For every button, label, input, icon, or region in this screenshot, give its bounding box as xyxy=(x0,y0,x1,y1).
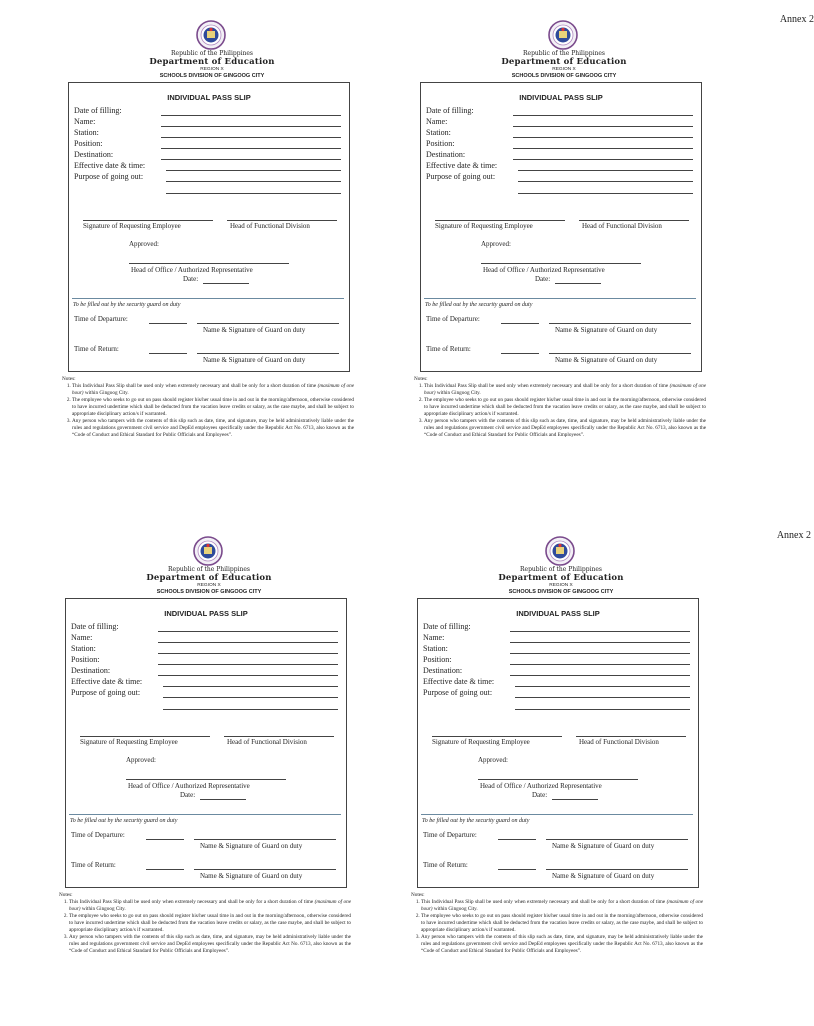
destination-field[interactable] xyxy=(513,159,693,160)
note-1-end: within Gingoog City. xyxy=(435,390,481,396)
effective-date-field[interactable] xyxy=(518,170,693,171)
note-1-end: within Gingoog City. xyxy=(80,906,126,912)
notes-heading: Notes: xyxy=(59,892,73,898)
effective-date-label: Effective date & time: xyxy=(423,677,495,686)
functional-head-signature-line[interactable] xyxy=(576,736,686,737)
pass-slip xyxy=(62,20,402,510)
region-label: REGION X xyxy=(197,583,221,588)
purpose-field-line-2[interactable] xyxy=(163,709,338,710)
head-office-label: Head of Office / Authorized Representative xyxy=(131,266,253,274)
time-departure-label: Time of Departure: xyxy=(71,831,125,839)
purpose-field[interactable] xyxy=(515,697,690,698)
position-field[interactable] xyxy=(513,148,693,149)
guard-divider xyxy=(421,814,693,815)
division-label: SCHOOLS DIVISION OF GINGOOG CITY xyxy=(508,589,614,595)
head-office-label: Head of Office / Authorized Representative xyxy=(128,782,250,790)
purpose-label: Purpose of going out: xyxy=(426,172,496,181)
note-3: 3. Any person who tampers with the contents of this slip such as date, time, and signature, may be held administratively liable under the rules and regulations government civil service and DepEd employees specifically under the Republic Act No. 6713, also known as the “Code of Conduct and Ethical Standard for Public Officials and Employees”. xyxy=(424,418,706,439)
deped-seal-icon xyxy=(196,20,226,50)
time-departure-field[interactable] xyxy=(146,839,184,840)
time-departure-field[interactable] xyxy=(501,323,539,324)
station-field[interactable] xyxy=(513,137,693,138)
destination-label: Destination: xyxy=(74,150,114,159)
time-return-field[interactable] xyxy=(498,869,536,870)
requesting-signature-label: Signature of Requesting Employee xyxy=(435,222,533,230)
date-of-filling-label: Date of filling: xyxy=(426,106,474,115)
region-label: REGION X xyxy=(549,583,573,588)
note-1-text: This Individual Pass Slip shall be used only when extremely necessary and shall be only for a short duration of time xyxy=(69,899,315,905)
division-label: SCHOOLS DIVISION OF GINGOOG CITY xyxy=(156,589,262,595)
note-1-emphasis: (maximum of one hour) xyxy=(72,383,354,396)
head-office-signature-line[interactable] xyxy=(481,263,641,264)
approval-date-label: Date: xyxy=(532,791,548,799)
republic-label: Republic of the Philippines xyxy=(171,50,253,57)
effective-date-label: Effective date & time: xyxy=(74,161,146,170)
note-1 xyxy=(69,899,351,913)
note-1-end: within Gingoog City. xyxy=(432,906,478,912)
approval-date-field[interactable] xyxy=(555,283,601,284)
region-label: REGION X xyxy=(200,67,224,72)
functional-head-label: Head of Functional Division xyxy=(582,222,662,230)
name-label: Name: xyxy=(71,633,93,642)
notes-section xyxy=(62,376,354,439)
effective-date-field[interactable] xyxy=(515,686,690,687)
date-of-filling-label: Date of filling: xyxy=(71,622,119,631)
guard-note: To be filled out by the security guard on duty xyxy=(425,302,533,308)
time-return-label: Time of Return: xyxy=(426,345,471,353)
purpose-field[interactable] xyxy=(166,181,341,182)
approval-date-field[interactable] xyxy=(200,799,246,800)
notes-section xyxy=(59,892,351,955)
departure-guard-signature-label: Name & Signature of Guard on duty xyxy=(555,326,658,334)
departure-guard-signature-label: Name & Signature of Guard on duty xyxy=(200,842,303,850)
guard-divider xyxy=(72,298,344,299)
deped-seal-icon xyxy=(545,536,575,566)
note-1-emphasis: (maximum of one hour) xyxy=(421,899,703,912)
functional-head-label: Head of Functional Division xyxy=(230,222,310,230)
note-3: 3. Any person who tampers with the contents of this slip such as date, time, and signature, may be held administratively liable under the rules and regulations government civil service and DepEd employees specifically under the Republic Act No. 6713, also known as the “Code of Conduct and Ethical Standard for Public Officials and Employees”. xyxy=(72,418,354,439)
time-return-label: Time of Return: xyxy=(74,345,119,353)
department-label: Department of Education xyxy=(498,573,624,583)
republic-label: Republic of the Philippines xyxy=(168,566,250,573)
functional-head-signature-line[interactable] xyxy=(227,220,337,221)
date-of-filling-field[interactable] xyxy=(513,115,693,116)
note-2: 2. The employee who seeks to go out on pass should register his/her usual time in and out in the morning/afternoon, otherwise considered to have incurred undertime which shall be deducted from the vacation leave credits or salary, as the case maybe, and shall be subject to appropriate disciplinary action/s if warranted. xyxy=(424,397,706,418)
pass-slip xyxy=(59,536,399,1026)
approval-date-label: Date: xyxy=(180,791,196,799)
approval-date-field[interactable] xyxy=(203,283,249,284)
approved-label: Approved: xyxy=(129,240,159,248)
effective-date-field[interactable] xyxy=(163,686,338,687)
date-of-filling-field[interactable] xyxy=(510,631,690,632)
return-guard-signature-label: Name & Signature of Guard on duty xyxy=(200,872,303,880)
note-2: 2. The employee who seeks to go out on pass should register his/her usual time in and out in the morning/afternoon, otherwise considered to have incurred undertime which shall be deducted from the vacation leave credits or salary, as the case maybe, and shall be subject to appropriate disciplinary action/s if warranted. xyxy=(421,913,703,934)
form-title: INDIVIDUAL PASS SLIP xyxy=(516,609,600,618)
head-office-label: Head of Office / Authorized Representative xyxy=(480,782,602,790)
functional-head-signature-line[interactable] xyxy=(224,736,334,737)
notes-section xyxy=(411,892,703,955)
purpose-field[interactable] xyxy=(518,181,693,182)
requesting-signature-line[interactable] xyxy=(432,736,562,737)
head-office-signature-line[interactable] xyxy=(126,779,286,780)
guard-divider xyxy=(424,298,696,299)
head-office-signature-line[interactable] xyxy=(478,779,638,780)
return-guard-signature-line[interactable] xyxy=(549,353,691,354)
note-1 xyxy=(424,383,706,397)
station-label: Station: xyxy=(74,128,99,137)
note-1-emphasis: (maximum of one hour) xyxy=(69,899,351,912)
purpose-label: Purpose of going out: xyxy=(423,688,493,697)
annex-label: Annex 2 xyxy=(779,14,814,25)
purpose-label: Purpose of going out: xyxy=(74,172,144,181)
purpose-label: Purpose of going out: xyxy=(71,688,141,697)
guard-note: To be filled out by the security guard on duty xyxy=(70,818,178,824)
approved-label: Approved: xyxy=(126,756,156,764)
name-label: Name: xyxy=(423,633,445,642)
effective-date-field[interactable] xyxy=(166,170,341,171)
date-of-filling-label: Date of filling: xyxy=(423,622,471,631)
note-2: 2. The employee who seeks to go out on pass should register his/her usual time in and out in the morning/afternoon, otherwise considered to have incurred undertime which shall be deducted from the vacation leave credits or salary, as the case maybe, and shall be subject to appropriate disciplinary action/s if warranted. xyxy=(69,913,351,934)
time-departure-label: Time of Departure: xyxy=(423,831,477,839)
note-1-text: This Individual Pass Slip shall be used only when extremely necessary and shall be only for a short duration of time xyxy=(421,899,667,905)
form-title: INDIVIDUAL PASS SLIP xyxy=(164,609,248,618)
approval-date-label: Date: xyxy=(535,275,551,283)
time-departure-field[interactable] xyxy=(498,839,536,840)
time-return-label: Time of Return: xyxy=(71,861,116,869)
date-of-filling-label: Date of filling: xyxy=(74,106,122,115)
note-1 xyxy=(421,899,703,913)
approved-label: Approved: xyxy=(478,756,508,764)
purpose-field-line-2[interactable] xyxy=(515,709,690,710)
head-office-label: Head of Office / Authorized Representative xyxy=(483,266,605,274)
form-box xyxy=(65,598,347,888)
departure-guard-signature-line[interactable] xyxy=(549,323,691,324)
time-return-field[interactable] xyxy=(146,869,184,870)
departure-guard-signature-line[interactable] xyxy=(194,839,336,840)
guard-divider xyxy=(69,814,341,815)
deped-seal-icon xyxy=(548,20,578,50)
position-label: Position: xyxy=(74,139,103,148)
requesting-signature-line[interactable] xyxy=(83,220,213,221)
departure-guard-signature-label: Name & Signature of Guard on duty xyxy=(552,842,655,850)
departure-guard-signature-line[interactable] xyxy=(197,323,339,324)
destination-field[interactable] xyxy=(161,159,341,160)
note-1-text: This Individual Pass Slip shall be used only when extremely necessary and shall be only for a short duration of time xyxy=(424,383,670,389)
department-label: Department of Education xyxy=(501,57,627,67)
station-field[interactable] xyxy=(510,653,690,654)
requesting-signature-label: Signature of Requesting Employee xyxy=(432,738,530,746)
republic-label: Republic of the Philippines xyxy=(520,566,602,573)
time-departure-field[interactable] xyxy=(149,323,187,324)
position-field[interactable] xyxy=(161,148,341,149)
guard-note: To be filled out by the security guard on duty xyxy=(73,302,181,308)
form-box xyxy=(417,598,699,888)
time-return-label: Time of Return: xyxy=(423,861,468,869)
note-3: 3. Any person who tampers with the contents of this slip such as date, time, and signature, may be held administratively liable under the rules and regulations government civil service and DepEd employees specifically under the Republic Act No. 6713, also known as the “Code of Conduct and Ethical Standard for Public Officials and Employees”. xyxy=(69,934,351,955)
approval-date-label: Date: xyxy=(183,275,199,283)
form-box xyxy=(68,82,350,372)
name-field[interactable] xyxy=(510,642,690,643)
functional-head-signature-line[interactable] xyxy=(579,220,689,221)
division-label: SCHOOLS DIVISION OF GINGOOG CITY xyxy=(159,73,265,79)
notes-heading: Notes: xyxy=(62,376,76,382)
effective-date-label: Effective date & time: xyxy=(71,677,143,686)
position-label: Position: xyxy=(71,655,100,664)
destination-label: Destination: xyxy=(71,666,111,675)
name-label: Name: xyxy=(426,117,448,126)
return-guard-signature-line[interactable] xyxy=(546,869,688,870)
deped-seal-icon xyxy=(193,536,223,566)
time-departure-label: Time of Departure: xyxy=(74,315,128,323)
destination-label: Destination: xyxy=(423,666,463,675)
purpose-field[interactable] xyxy=(163,697,338,698)
note-3: 3. Any person who tampers with the contents of this slip such as date, time, and signature, may be held administratively liable under the rules and regulations government civil service and DepEd employees specifically under the Republic Act No. 6713, also known as the “Code of Conduct and Ethical Standard for Public Officials and Employees”. xyxy=(421,934,703,955)
requesting-signature-label: Signature of Requesting Employee xyxy=(83,222,181,230)
pass-slip xyxy=(414,14,814,510)
functional-head-label: Head of Functional Division xyxy=(579,738,659,746)
note-1-text: This Individual Pass Slip shall be used only when extremely necessary and shall be only for a short duration of time xyxy=(72,383,318,389)
approval-date-field[interactable] xyxy=(552,799,598,800)
requesting-signature-line[interactable] xyxy=(80,736,210,737)
departure-guard-signature-label: Name & Signature of Guard on duty xyxy=(203,326,306,334)
destination-field[interactable] xyxy=(158,675,338,676)
return-guard-signature-label: Name & Signature of Guard on duty xyxy=(555,356,658,364)
form-title: INDIVIDUAL PASS SLIP xyxy=(167,93,251,102)
position-label: Position: xyxy=(426,139,455,148)
position-field[interactable] xyxy=(510,664,690,665)
department-label: Department of Education xyxy=(146,573,272,583)
approved-label: Approved: xyxy=(481,240,511,248)
station-label: Station: xyxy=(426,128,451,137)
republic-label: Republic of the Philippines xyxy=(523,50,605,57)
functional-head-label: Head of Functional Division xyxy=(227,738,307,746)
name-field[interactable] xyxy=(161,126,341,127)
date-of-filling-field[interactable] xyxy=(161,115,341,116)
station-label: Station: xyxy=(71,644,96,653)
date-of-filling-field[interactable] xyxy=(158,631,338,632)
position-field[interactable] xyxy=(158,664,338,665)
destination-field[interactable] xyxy=(510,675,690,676)
requesting-signature-label: Signature of Requesting Employee xyxy=(80,738,178,746)
guard-note: To be filled out by the security guard on duty xyxy=(422,818,530,824)
name-field[interactable] xyxy=(158,642,338,643)
name-field[interactable] xyxy=(513,126,693,127)
return-guard-signature-line[interactable] xyxy=(194,869,336,870)
form-title: INDIVIDUAL PASS SLIP xyxy=(519,93,603,102)
notes-section xyxy=(414,376,706,439)
position-label: Position: xyxy=(423,655,452,664)
purpose-field-line-2[interactable] xyxy=(166,193,341,194)
time-return-field[interactable] xyxy=(149,353,187,354)
return-guard-signature-line[interactable] xyxy=(197,353,339,354)
pass-slip xyxy=(411,530,811,1026)
destination-label: Destination: xyxy=(426,150,466,159)
departure-guard-signature-line[interactable] xyxy=(546,839,688,840)
purpose-field-line-2[interactable] xyxy=(518,193,693,194)
return-guard-signature-label: Name & Signature of Guard on duty xyxy=(552,872,655,880)
department-label: Department of Education xyxy=(149,57,275,67)
time-departure-label: Time of Departure: xyxy=(426,315,480,323)
division-label: SCHOOLS DIVISION OF GINGOOG CITY xyxy=(511,73,617,79)
effective-date-label: Effective date & time: xyxy=(426,161,498,170)
notes-heading: Notes: xyxy=(411,892,425,898)
notes-heading: Notes: xyxy=(414,376,428,382)
station-label: Station: xyxy=(423,644,448,653)
return-guard-signature-label: Name & Signature of Guard on duty xyxy=(203,356,306,364)
head-office-signature-line[interactable] xyxy=(129,263,289,264)
note-1-emphasis: (maximum of one hour) xyxy=(424,383,706,396)
region-label: REGION X xyxy=(552,67,576,72)
time-return-field[interactable] xyxy=(501,353,539,354)
note-1-end: within Gingoog City. xyxy=(83,390,129,396)
form-box xyxy=(420,82,702,372)
station-field[interactable] xyxy=(161,137,341,138)
note-2: 2. The employee who seeks to go out on pass should register his/her usual time in and out in the morning/afternoon, otherwise considered to have incurred undertime which shall be deducted from the vacation leave credits or salary, as the case maybe, and shall be subject to appropriate disciplinary action/s if warranted. xyxy=(72,397,354,418)
requesting-signature-line[interactable] xyxy=(435,220,565,221)
annex-label: Annex 2 xyxy=(776,530,811,541)
station-field[interactable] xyxy=(158,653,338,654)
note-1 xyxy=(72,383,354,397)
name-label: Name: xyxy=(74,117,96,126)
